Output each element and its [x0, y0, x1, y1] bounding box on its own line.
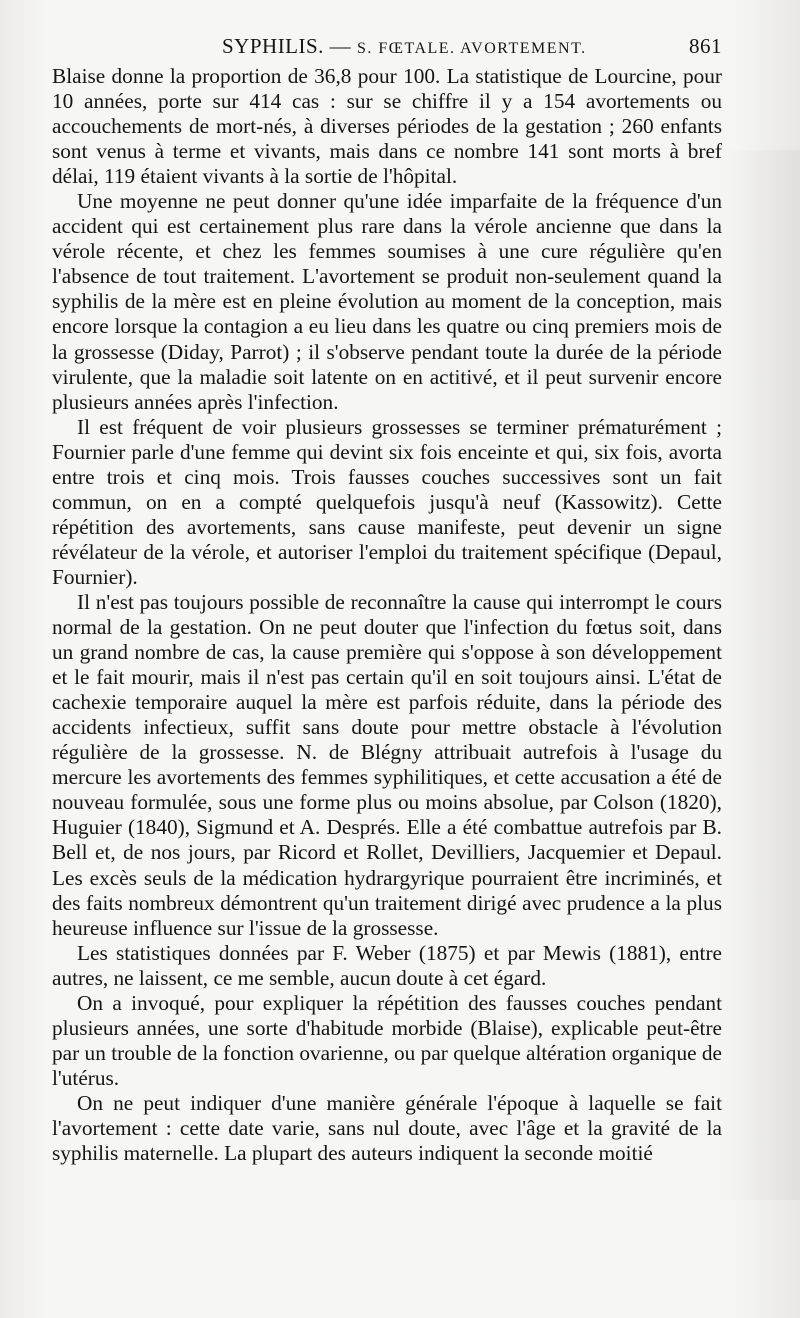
paragraph: Une moyenne ne peut donner qu'une idée imparfaite de la fréquence d'un accident qui est certainement plus rare dans la vérole ancienne que dans la vérole récente, et chez les femmes soumises à une cure régulière qu'en l'absence de tout traitement. L'avortement se produit non-seulement quand la syphilis de la mère est en pleine évolution au moment de la conception, mais encore lorsque la contagion a eu lieu dans les quatre ou cinq premiers mois de la grossesse (Diday, Parrot) ; il s'observe pendant toute la durée de la période virulente, que la maladie soit latente on en actitivé, et il peut survenir encore plusieurs années après l'infection.: [52, 189, 722, 414]
paragraph: Les statistiques données par F. Weber (1875) et par Mewis (1881), entre autres, ne laissent, ce me semble, aucun doute à cet égard.: [52, 940, 722, 990]
paragraph: On a invoqué, pour expliquer la répétition des fausses couches pendant plusieurs années, une sorte d'habitude morbide (Blaise), explicable peut-être par un trouble de la fonction ovarienne, ou par quelque altération organique de l'utérus.: [52, 990, 722, 1090]
page-number: 861: [689, 34, 722, 58]
show-through-shadow: [722, 150, 800, 1200]
paragraph-continuation: Blaise donne la proportion de 36,8 pour 100. La statistique de Lourcine, pour 10 années, porte sur 414 cas : sur se chiffre il y a 154 avortements ou accouchements de mort-nés, à diverses périodes de la gestation ; 260 enfants sont venus à terme et vivants, mais dans ce nombre 141 sont morts à bref délai, 119 étaient vivants à la sortie de l'hôpital.: [52, 64, 722, 189]
body-text: [52, 64, 722, 1166]
running-title-sub: S. FŒTALE. AVORTEMENT.: [356, 40, 587, 57]
paragraph: On ne peut indiquer d'une manière générale l'époque à laquelle se fait l'avortement : cette date varie, sans nul doute, avec l'âge et la gravité de la syphilis maternelle. La plupart des auteurs indiquent la seconde moitié: [52, 1090, 722, 1166]
running-title: [222, 34, 587, 59]
running-title-main: SYPHILIS. —: [222, 34, 352, 58]
paragraph: Il n'est pas toujours possible de reconnaître la cause qui interrompt le cours normal de la gestation. On ne peut douter que l'infection du fœtus soit, dans un grand nombre de cas, la cause première qui s'oppose à son développement et le fait mourir, mais il n'est pas certain qu'il en soit toujours ainsi. L'état de cachexie temporaire auquel la mère est parfois réduite, dans la période des accidents infectieux, suffit sans doute pour mettre obstacle à l'évolution régulière de la grossesse. N. de Blégny attribuait autrefois à l'usage du mercure les avortements des femmes syphilitiques, et cette accusation a été de nouveau formulée, sous une forme plus ou moins absolue, par Colson (1820), Huguier (1840), Sigmund et A. Després. Elle a été combattue autrefois par B. Bell et, de nos jours, par Ricord et Rollet, Devilliers, Jacquemier et Depaul. Les excès seuls de la médication hydrargyrique pourraient être incriminés, et des faits nombreux démontrent qu'un traitement dirigé avec prudence a la plus heureuse influence sur l'issue de la grossesse.: [52, 589, 722, 940]
paragraph: Il est fréquent de voir plusieurs grossesses se terminer prématurément ; Fournier parle d'une femme qui devint six fois enceinte et qui, six fois, avorta entre trois et cinq mois. Trois fausses couches successives sont un fait commun, on en a compté quelquefois jusqu'à neuf (Kassowitz). Cette répétition des avortements, sans cause manifeste, peut devenir un signe révélateur de la vérole, et autoriser l'emploi du traitement spécifique (Depaul, Fournier).: [52, 414, 722, 589]
running-header: [52, 34, 722, 64]
